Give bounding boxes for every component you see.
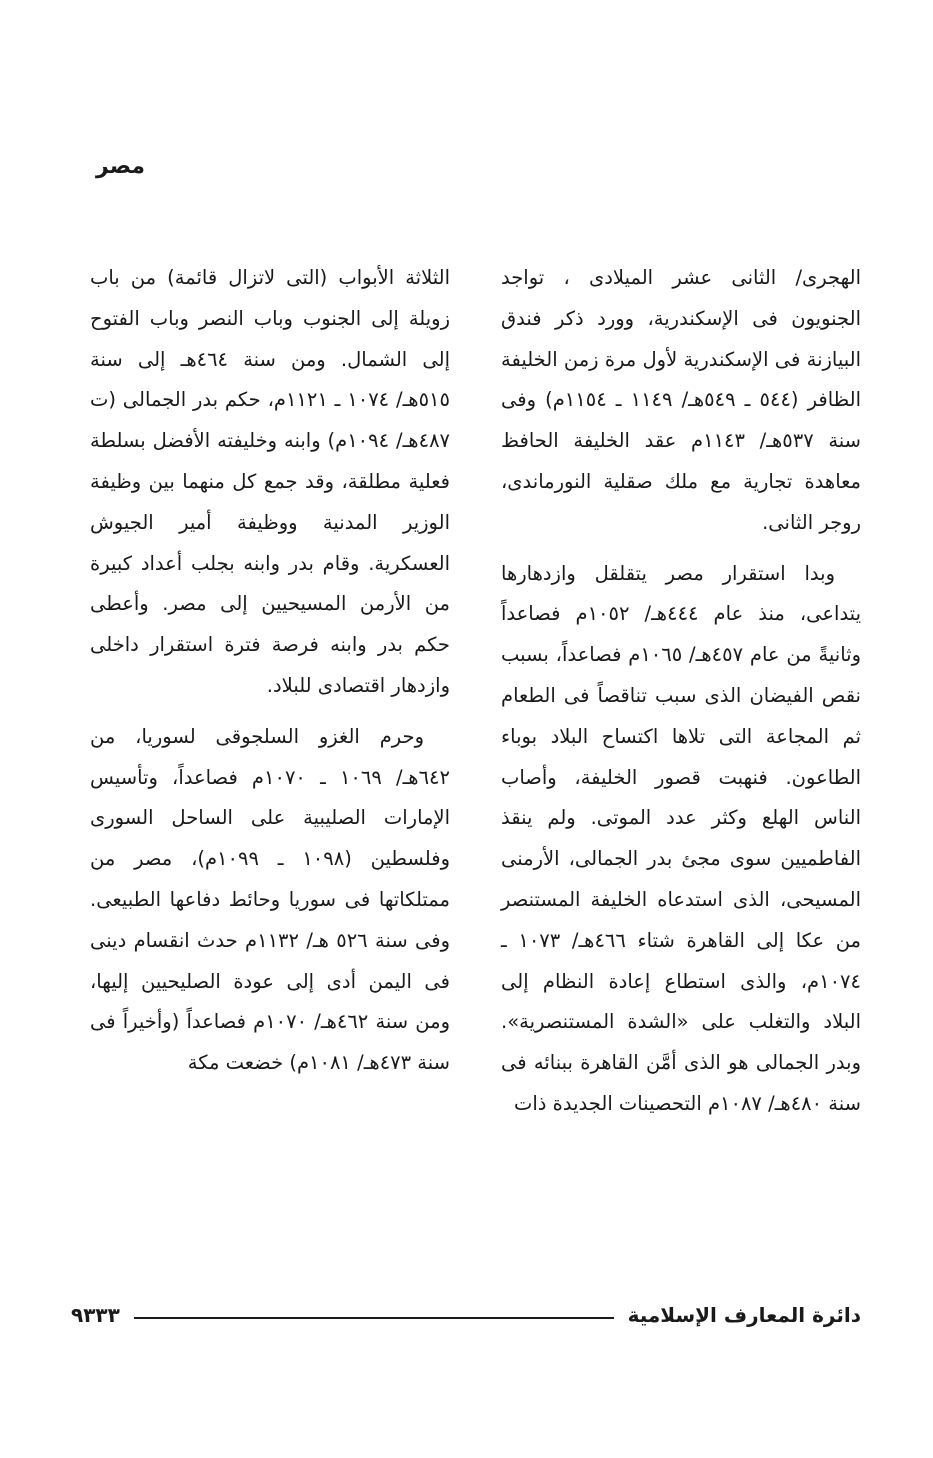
paragraph: الهجرى/ الثانى عشر الميلادى ، تواجد الجنويون فى الإسكندرية، وورد ذكر فندق البيازنة فى الإسكندرية لأول مرة زمن الخليفة الظافر (٥٤٤ ـ ٥٤٩هـ/ ١١٤٩ ـ ١١٥٤م) وفى سنة ٥٣٧هـ/ ١١٤٣م عقد الخليفة الحافظ معاهدة تجارية مع ملك صقلية النورماندى، روجر الثانى. xyxy=(501,266,862,534)
publication-title: دائرة المعارف الإسلامية xyxy=(627,1303,861,1327)
right-column xyxy=(501,258,861,1125)
paragraph: الثلاثة الأبواب (التى لاتزال قائمة) من باب زويلة إلى الجنوب وباب النصر وباب الفتوح إلى الشمال. ومن سنة ٤٦٤هـ إلى سنة ٥١٥هـ/ ١٠٧٤ ـ ١١٢١م، حكم بدر الجمالى (ت ٤٨٧هـ/ ١٠٩٤م) وابنه وخليفته الأفضل بسلطة فعلية مطلقة، وقد جمع كل منهما بين وظيفة الوزير المدنية ووظيفة أمير الجيوش العسكرية. وقام بدر وابنه بجلب أعداد كبيرة من الأرمن المسيحيين إلى مصر. وأعطى حكم بدر وابنه فرصة فترة استقرار داخلى وازدهار اقتصادى للبلاد. xyxy=(90,266,451,697)
paragraph: وبدا استقرار مصر يتقلقل وازدهارها يتداعى، منذ عام ٤٤٤هـ/ ١٠٥٢م فصاعداً وثانيةً من عام ٤٥٧هـ/ ١٠٦٥م فصاعداً، بسبب نقص الفيضان الذى سبب تناقصاً فى الطعام ثم المجاعة التى تلاها اكتساح البلاد بوباء الطاعون. فنهبت قصور الخليفة، وأصاب الناس الهلع وكثر عدد الموتى. ولم ينقذ الفاطميين سوى مجئ بدر الجمالى، الأرمنى المسيحى، الذى استدعاه الخليفة المستنصر من عكا إلى القاهرة شتاء ٤٦٦هـ/ ١٠٧٣ ـ ١٠٧٤م، والذى استطاع إعادة النظام إلى البلاد والتغلب على «الشدة المستنصرية». وبدر الجمالى هو الذى أمَّن القاهرة ببنائه فى سنة ٤٨٠هـ/ ١٠٨٧م التحصينات الجديدة ذات xyxy=(501,561,862,1115)
paragraph: وحرم الغزو السلجوقى لسوريا، من ٦٤٢هـ/ ١٠٦٩ ـ ١٠٧٠م فصاعداً، وتأسيس الإمارات الصليبية على الساحل السورى وفلسطين (١٠٩٨ ـ ١٠٩٩م)، مصر من ممتلكاتها فى سوريا وحائط دفاعها الطبيعى. وفى سنة ٥٢٦ هـ/ ١١٣٢م حدث انقسام دينى فى اليمن أدى إلى عودة الصليحيين إليها، ومن سنة ٤٦٢هـ/ ١٠٧٠م فصاعداً (وأخيراً فى سنة ٤٧٣هـ/ ١٠٨١م) خضعت مكة xyxy=(90,724,451,1075)
page-footer xyxy=(71,1300,861,1330)
footer-rule xyxy=(134,1317,614,1319)
running-head: مصر xyxy=(96,154,145,179)
page-number: ٩٣٣٣ xyxy=(71,1303,120,1327)
left-column xyxy=(90,258,450,1084)
